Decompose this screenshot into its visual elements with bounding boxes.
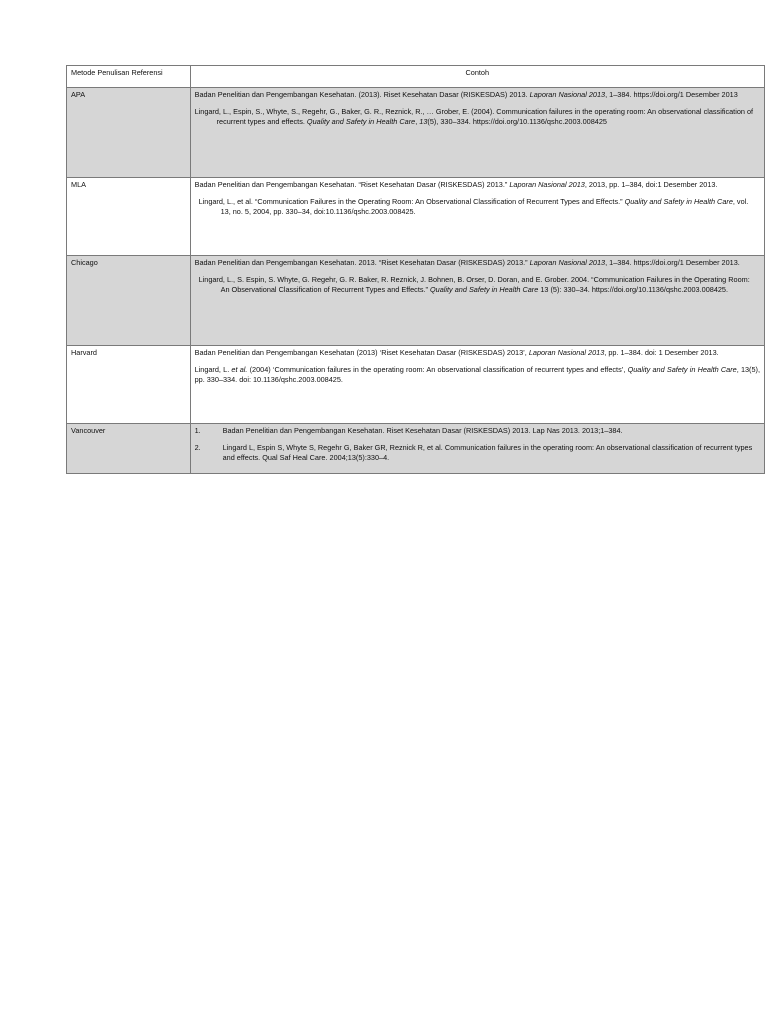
header-method: Metode Penulisan Referensi <box>67 66 191 88</box>
table-row <box>67 346 765 424</box>
example-cell <box>190 178 764 256</box>
italic-run: 13 <box>419 117 428 127</box>
text-run: Badan Penelitian dan Pengembangan Kesehatan. 2013. “Riset Kesehatan Dasar (RISKESDAS) 2013.” <box>194 258 530 267</box>
header-example: Contoh <box>190 66 764 88</box>
method-name: Harvard <box>67 346 191 424</box>
text-run: , vol. 13, no. 5, 2004, pp. 330–34, doi:10.1136/qshc.2003.008425. <box>220 196 749 217</box>
text-run: Lingard, L. <box>194 364 232 374</box>
reference-entry <box>195 258 760 269</box>
table-row <box>67 256 765 346</box>
italic-run: Laporan Nasional 2013 <box>529 258 606 267</box>
numbered-reference <box>195 443 760 464</box>
italic-run: Laporan Nasional 2013 <box>509 180 585 189</box>
numbered-reference <box>195 426 760 437</box>
text-run: 13 (5): 330–34. https://doi.org/10.1136/qshc.2003.008425. <box>538 285 729 295</box>
text-run: , <box>415 117 420 127</box>
italic-run: Quality and Safety in Health Care <box>430 285 539 295</box>
text-run: , 1–384. https://doi.org/1 Desember 2013 <box>605 90 738 99</box>
reference-entry <box>195 365 760 386</box>
italic-run: Quality and Safety in Health Care <box>624 196 733 206</box>
text-run: (5), 330–334. https://doi.org/10.1136/qshc.2003.008425 <box>427 117 607 127</box>
reference-number: 2. <box>194 442 201 452</box>
text-run: , 1–384. https://doi.org/1 Desember 2013. <box>605 258 740 267</box>
method-name: APA <box>67 88 191 178</box>
text-run: , pp. 1–384. doi: 1 Desember 2013. <box>604 348 719 357</box>
italic-run: Quality and Safety in Health Care <box>627 364 737 374</box>
reference-text: Badan Penelitian dan Pengembangan Kesehatan. Riset Kesehatan Dasar (RISKESDAS) 2013. Lap Nas 2013. 2013;1–384. <box>222 426 623 435</box>
text-run: Badan Penelitian dan Pengembangan Kesehatan (2013) ‘Riset Kesehatan Dasar (RISKESDAS) 2013’, <box>194 348 529 357</box>
method-name: Chicago <box>67 256 191 346</box>
method-name: Vancouver <box>67 424 191 474</box>
method-name: MLA <box>67 178 191 256</box>
example-cell <box>190 88 764 178</box>
table-header-row <box>67 66 765 88</box>
reference-entry <box>195 348 760 359</box>
reference-number: 1. <box>194 426 201 435</box>
table-row <box>67 178 765 256</box>
italic-run: Quality and Safety in Health Care <box>306 117 416 127</box>
reference-entry <box>195 90 760 101</box>
example-cell <box>190 424 764 474</box>
text-run: (2004) ‘Communication failures in the operating room: An observational classification of recurrent types and effects’, <box>247 364 628 374</box>
reference-text: Lingard L, Espin S, Whyte S, Regehr G, Baker GR, Reznick R, et al. Communication failures in the operating room: An observational classification of recurrent types and effects. Qual Saf Heal Care. 2004;13(5):330–4. <box>222 442 753 463</box>
reference-entry <box>195 107 760 128</box>
example-cell <box>190 346 764 424</box>
example-cell <box>190 256 764 346</box>
reference-entry <box>195 275 760 296</box>
italic-run: Laporan Nasional 2013 <box>529 90 606 99</box>
reference-style-table <box>66 65 765 474</box>
text-run: Badan Penelitian dan Pengembangan Kesehatan. (2013). Riset Kesehatan Dasar (RISKESDAS) 2013. <box>194 90 530 99</box>
text-run: Badan Penelitian dan Pengembangan Kesehatan. “Riset Kesehatan Dasar (RISKESDAS) 2013.” <box>194 180 510 189</box>
reference-entry <box>195 197 760 218</box>
table-row <box>67 88 765 178</box>
italic-run: et al. <box>231 364 248 374</box>
text-run: , 13(5), pp. 330–334. doi: 10.1136/qshc.2003.008425. <box>194 364 761 385</box>
text-run: Lingard, L., et al. “Communication Failures in the Operating Room: An Observational Classification of Recurrent Types and Effects.” <box>198 196 625 206</box>
reference-entry <box>195 180 760 191</box>
text-run: , 2013, pp. 1–384, doi:1 Desember 2013. <box>584 180 718 189</box>
text-run: Lingard, L., S. Espin, S. Whyte, G. Regehr, G. R. Baker, R. Reznick, J. Bohnen, B. Orser, D. Doran, and E. Grober. 2004. “Communication Failures in the Operating Room: An Observational Classification of Recurrent Types and Effects.” <box>198 274 750 295</box>
table-row <box>67 424 765 474</box>
italic-run: Laporan Nasional 2013 <box>528 348 605 357</box>
text-run: Lingard, L., Espin, S., Whyte, S., Regehr, G., Baker, G. R., Reznick, R., … Grober, E. (2004). Communication failures in the operating room: An observational classification of recurrent types and effects. <box>194 106 754 127</box>
